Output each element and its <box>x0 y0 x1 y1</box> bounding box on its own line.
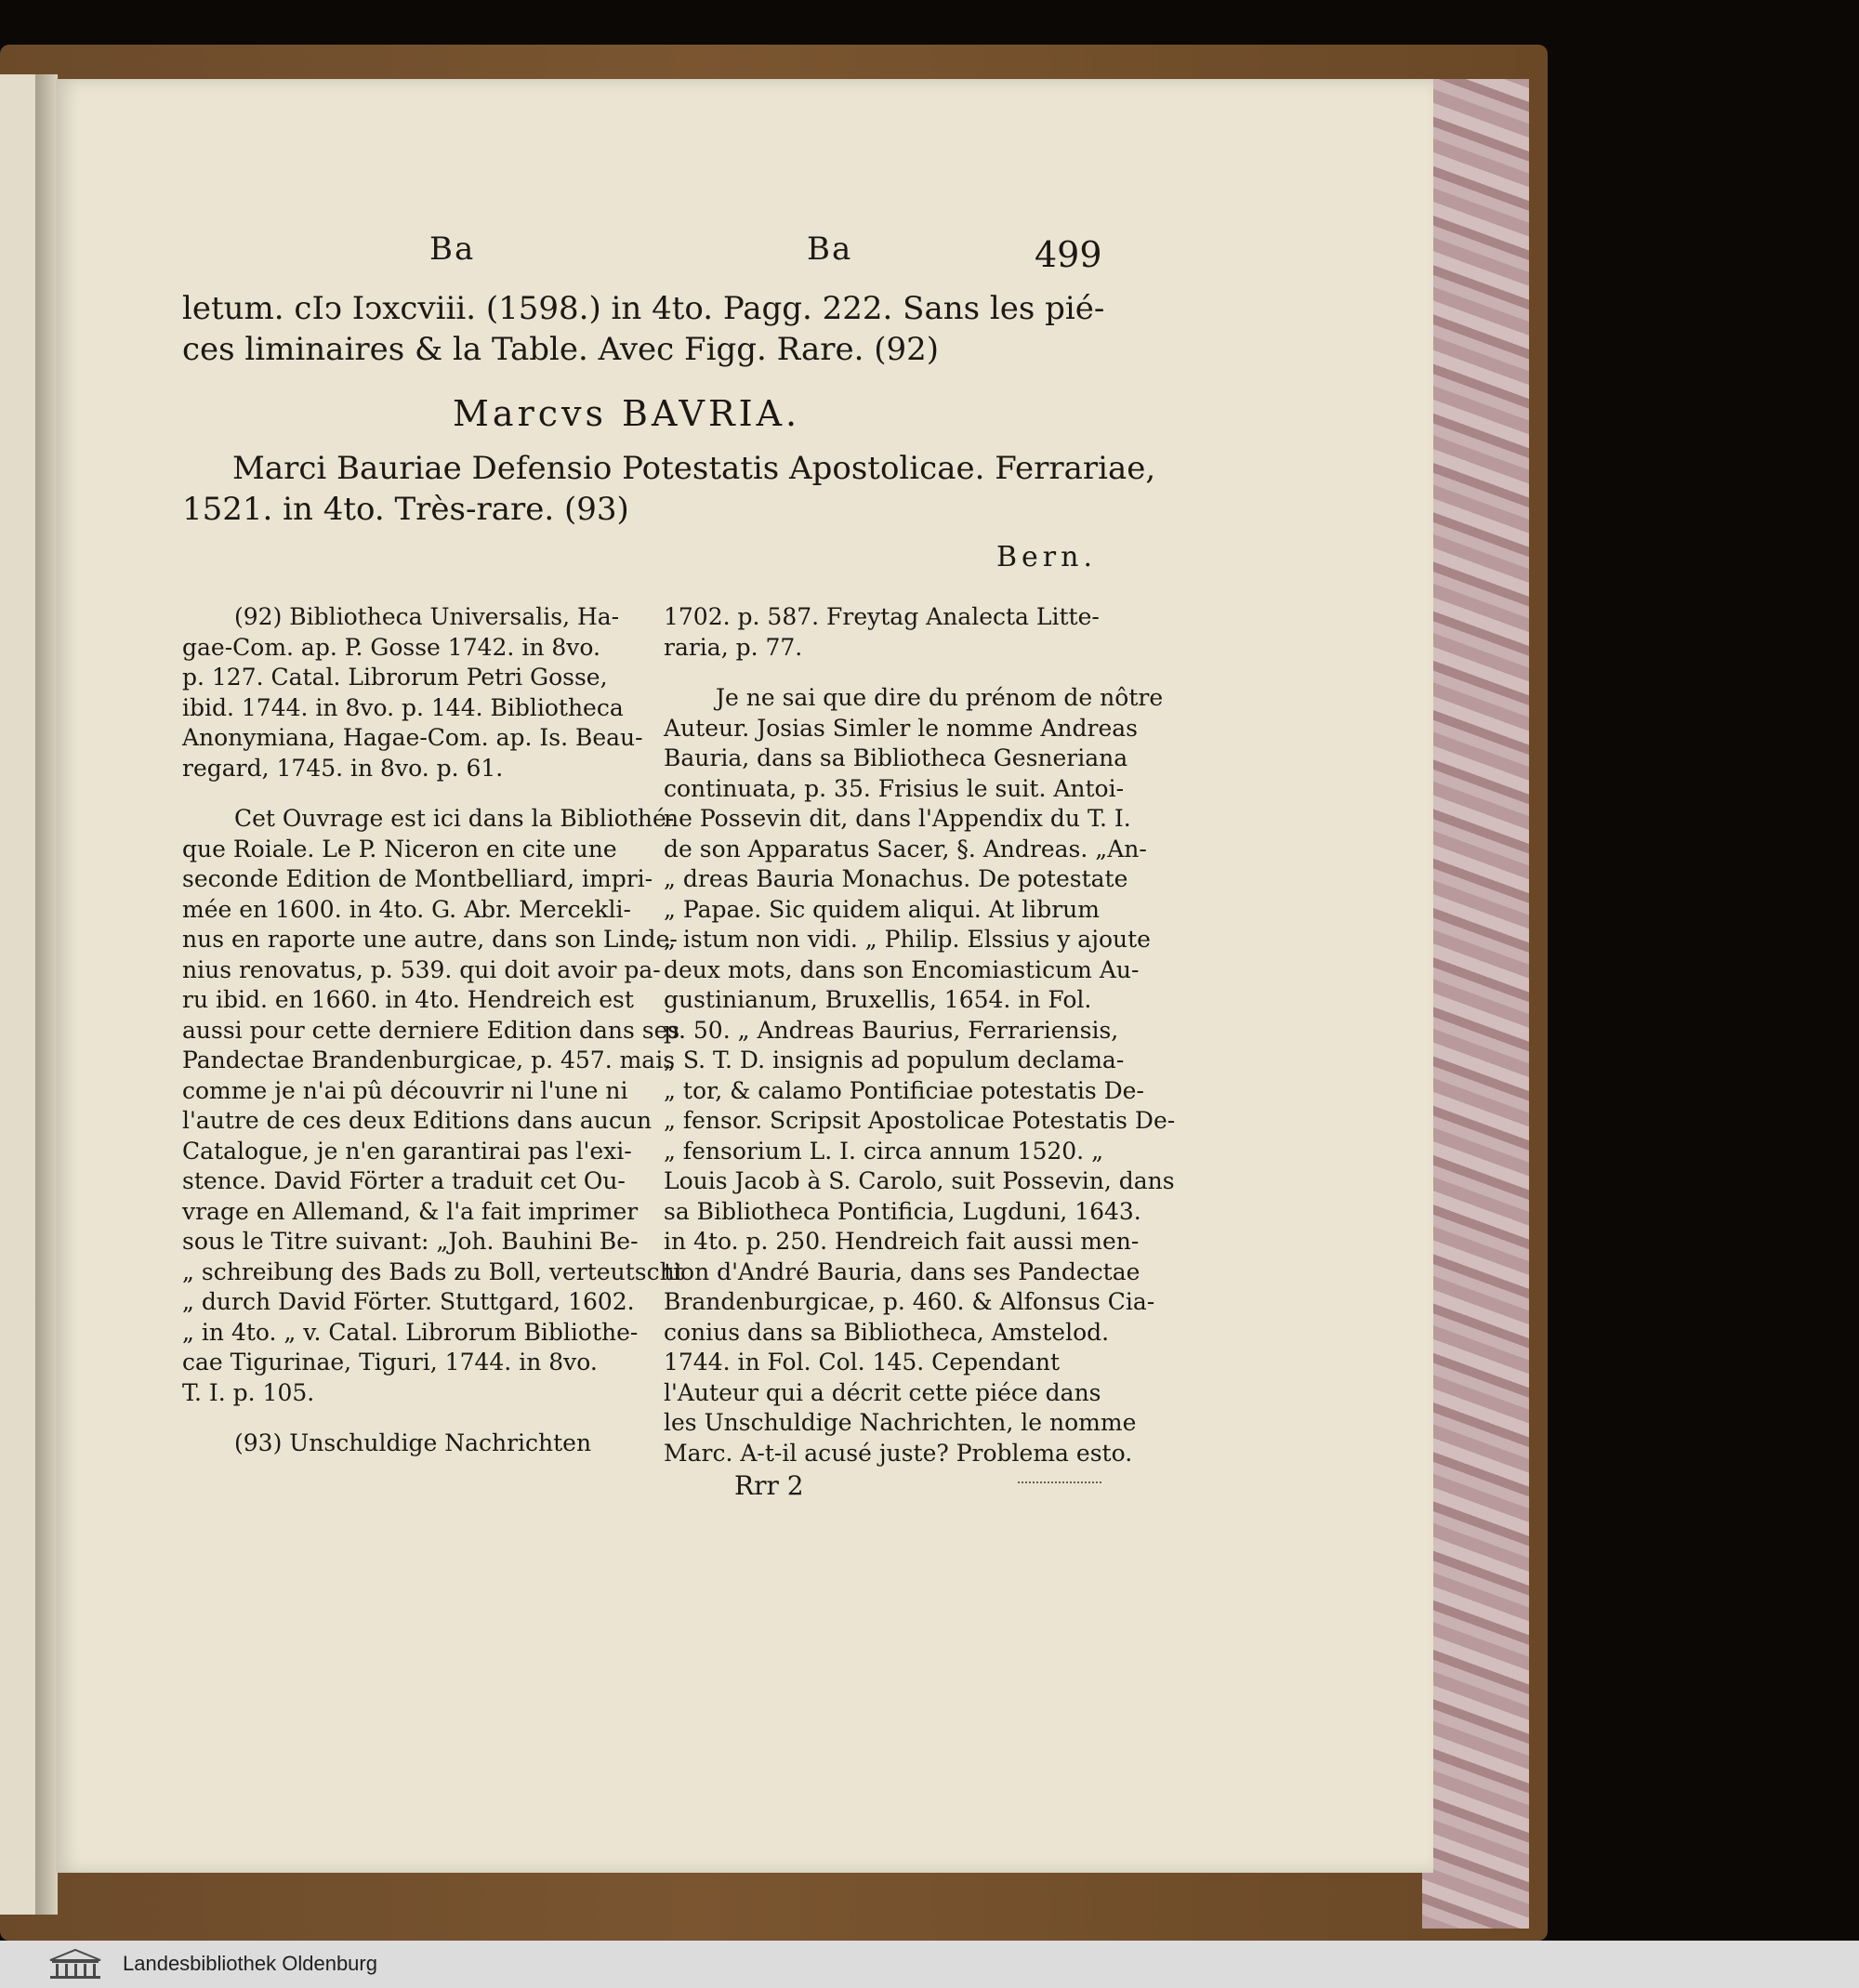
text-line: 1744. in Fol. Col. 145. Cependant <box>664 1349 1061 1376</box>
text-line: continuata, p. 35. Frisius le suit. Antoi- <box>664 774 1125 802</box>
text-line: Bauria, dans sa Bibliotheca Gesneriana <box>664 744 1128 771</box>
text-line: Pandectae Brandenburgicae, p. 457. mais <box>182 1047 676 1073</box>
text-line: „ schreibung des Bads zu Boll, verteutscht <box>182 1257 684 1285</box>
text-line: „ fensor. Scripsit Apostolicae Potestatis De- <box>664 1107 1176 1134</box>
text-line: „ in 4to. „ v. Catal. Librorum Bibliothe- <box>182 1318 639 1346</box>
left-page-edge <box>0 74 35 1915</box>
paragraph-gap <box>664 663 1106 683</box>
text-line: Marci Bauriae Defensio Potestatis Apostolicae. Ferrariae, <box>232 450 1156 487</box>
text-line: regard, 1745. in 8vo. p. 61. <box>182 754 504 782</box>
text-line: deux mots, dans son Encomiasticum Au- <box>664 955 1140 983</box>
text-line: seconde Edition de Montbelliard, impri- <box>182 865 653 892</box>
signature-mark: Rrr 2 <box>734 1470 804 1501</box>
text-line: Anonymiana, Hagae-Com. ap. Is. Beau- <box>182 724 643 751</box>
paragraph-gap <box>182 1408 638 1428</box>
text-line: mée en 1600. in 4to. G. Abr. Mercekli- <box>182 895 631 923</box>
text-line: 1702. p. 587. Freytag Analecta Litte- <box>664 603 1100 630</box>
bibliographic-entry <box>182 448 1156 530</box>
text-line: ru ibid. en 1660. in 4to. Hendreich est <box>182 986 634 1013</box>
text-line: 1521. in 4to. Très-rare. (93) <box>182 491 629 528</box>
text-line: de son Apparatus Sacer, §. Andreas. „An- <box>664 835 1147 862</box>
text-line: ibid. 1744. in 8vo. p. 144. Bibliotheca <box>182 693 624 721</box>
text-line: ces liminaires & la Table. Avec Figg. Rare. (92) <box>182 331 940 368</box>
text-line: conius dans sa Bibliotheca, Amstelod. <box>664 1318 1110 1346</box>
paragraph-gap <box>182 783 638 804</box>
text-line: nius renovatus, p. 539. qui doit avoir pa- <box>182 955 661 983</box>
book-gutter <box>35 74 58 1915</box>
printers-ornament <box>1018 1481 1101 1483</box>
text-line: letum. cIↄ Iↄxcviii. (1598.) in 4to. Pagg. 222. Sans les pié- <box>182 290 1105 327</box>
text-line: (92) Bibliotheca Universalis, Ha- <box>234 603 620 630</box>
text-line: (93) Unschuldige Nachrichten <box>234 1429 592 1456</box>
text-line: „ dreas Bauria Monachus. De potestate <box>664 865 1128 892</box>
text-line: „ tor, & calamo Pontificiae potestatis De- <box>664 1076 1144 1104</box>
text-line: nus en raporte une autre, dans son Linde- <box>182 926 678 953</box>
text-line: in 4to. p. 250. Hendreich fait aussi men- <box>664 1228 1140 1255</box>
text-line: Louis Jacob à S. Carolo, suit Possevin, dans <box>664 1167 1175 1194</box>
text-line: sous le Titre suivant: „Joh. Bauhini Be- <box>182 1228 639 1255</box>
author-heading: Marcvs BAVRIA. <box>453 393 801 434</box>
text-line: tion d'André Bauria, dans ses Pandectae <box>664 1257 1140 1285</box>
text-line: gae-Com. ap. P. Gosse 1742. in 8vo. <box>182 633 600 661</box>
library-building-icon <box>46 1947 104 1981</box>
text-line: cae Tigurinae, Tiguri, 1744. in 8vo. <box>182 1349 598 1376</box>
page-number: 499 <box>1035 234 1102 275</box>
text-line: Je ne sai que dire du prénom de nôtre <box>716 684 1164 711</box>
catchword: Bern. <box>996 541 1097 573</box>
text-line: „ istum non vidi. „ Philip. Elssius y ajoute <box>664 926 1151 953</box>
text-line: ne Possevin dit, dans l'Appendix du T. I. <box>664 805 1131 832</box>
text-line: „ S. T. D. insignis ad populum declama- <box>664 1047 1125 1073</box>
text-line: „ durch David Förter. Stuttgard, 1602. <box>182 1288 635 1315</box>
continued-entry <box>182 288 1105 370</box>
library-name: Landesbibliothek Oldenburg <box>123 1952 377 1975</box>
text-line: p. 127. Catal. Librorum Petri Gosse, <box>182 664 608 691</box>
text-line: Auteur. Josias Simler le nomme Andreas <box>664 714 1138 742</box>
running-head-middle: Ba <box>807 230 853 268</box>
text-line: Catalogue, je n'en garantirai pas l'exi- <box>182 1137 632 1165</box>
text-line: Marc. A-t-il acusé juste? Problema esto. <box>664 1439 1133 1467</box>
text-line: vrage en Allemand, & l'a fait imprimer <box>182 1197 639 1225</box>
text-line: Cet Ouvrage est ici dans la Bibliothé- <box>234 805 675 832</box>
running-head-left: Ba <box>429 230 476 268</box>
footnotes-right-column <box>664 602 1176 1468</box>
text-line: T. I. p. 105. <box>182 1378 315 1406</box>
text-line: que Roiale. Le P. Niceron en cite une <box>182 835 617 862</box>
text-line: p. 50. „ Andreas Baurius, Ferrariensis, <box>664 1016 1119 1044</box>
marbled-endpaper <box>1422 79 1529 1929</box>
footer-bar <box>0 1941 1859 1988</box>
text-line: aussi pour cette derniere Edition dans ses <box>182 1016 680 1044</box>
text-line: Brandenburgicae, p. 460. & Alfonsus Cia- <box>664 1288 1155 1315</box>
footnotes-left-column <box>182 602 684 1459</box>
text-line: „ fensorium L. I. circa annum 1520. „ <box>664 1137 1104 1165</box>
text-line: „ Papae. Sic quidem aliqui. At librum <box>664 895 1100 923</box>
text-line: stence. David Förter a traduit cet Ou- <box>182 1167 626 1194</box>
text-line: raria, p. 77. <box>664 633 803 661</box>
text-line: sa Bibliotheca Pontificia, Lugduni, 1643. <box>664 1197 1141 1225</box>
text-line: les Unschuldige Nachrichten, le nomme <box>664 1409 1137 1436</box>
text-line: l'Auteur qui a décrit cette piéce dans <box>664 1378 1101 1406</box>
text-line: gustinianum, Bruxellis, 1654. in Fol. <box>664 986 1092 1013</box>
text-line: comme je n'ai pû découvrir ni l'une ni <box>182 1076 628 1104</box>
text-line: l'autre de ces deux Editions dans aucun <box>182 1107 653 1134</box>
